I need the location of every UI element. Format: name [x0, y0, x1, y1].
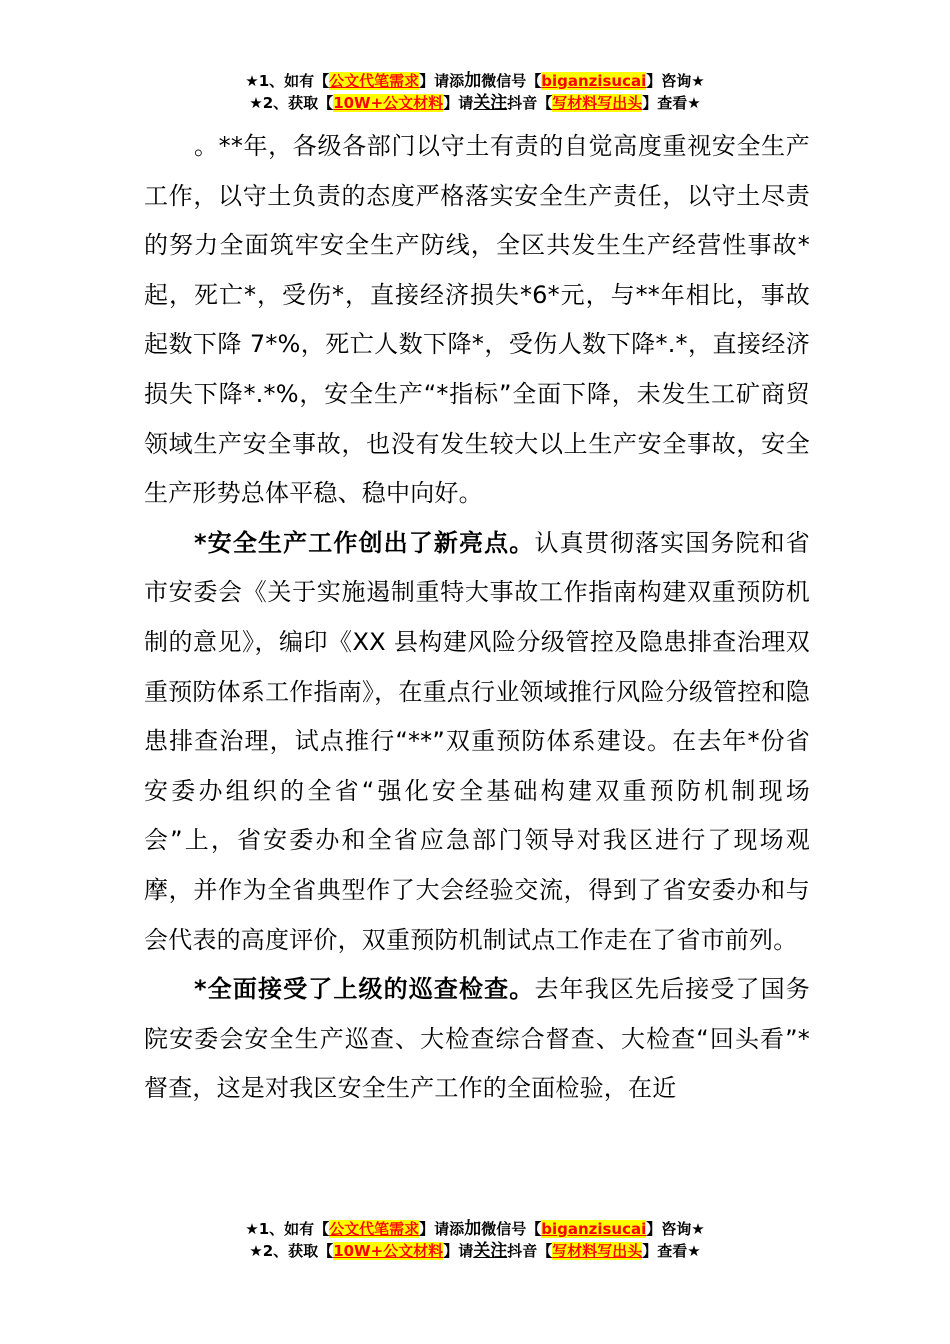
- banner-line-2: [0, 92, 950, 114]
- banner-text: ★1、如有【: [245, 72, 330, 90]
- banner-text: 】咨询★: [646, 1220, 705, 1238]
- banner-text: 抖音【: [507, 1242, 553, 1260]
- banner-text: 加: [464, 1219, 482, 1239]
- paragraph-heading: *全面接受了上级的巡查检查。: [194, 975, 535, 1004]
- banner-text: 关注: [473, 93, 508, 113]
- paragraph: [144, 519, 810, 965]
- highlight-tag: 10W+公文材料: [333, 94, 444, 112]
- paragraph: [144, 965, 810, 1114]
- banner-text: ★2、获取【: [249, 94, 334, 112]
- banner-text: 】请: [443, 1242, 474, 1260]
- header-banner: [0, 70, 950, 114]
- banner-text: 微信号【: [481, 1220, 542, 1238]
- banner-line-2: [0, 1240, 950, 1262]
- douyin-account: 写材料写出头: [552, 94, 643, 112]
- banner-text: 关注: [473, 1241, 508, 1261]
- wechat-id: biganzisucai: [541, 72, 647, 90]
- banner-line-1: [0, 1218, 950, 1240]
- banner-text: 】请添: [419, 72, 465, 90]
- highlight-tag: 10W+公文材料: [333, 1242, 444, 1260]
- banner-text: 】查看★: [642, 1242, 701, 1260]
- banner-text: 抖音【: [507, 94, 553, 112]
- douyin-account: 写材料写出头: [552, 1242, 643, 1260]
- banner-text: 】请: [443, 94, 474, 112]
- banner-text: 微信号【: [481, 72, 542, 90]
- wechat-id: biganzisucai: [541, 1220, 647, 1238]
- paragraph-text: 认真贯彻落实国务院和省市安委会《关于实施遏制重特大事故工作指南构建双重预防机制的意见》，编印《XX 县构建风险分级管控及隐患排查治理双重预防体系工作指南》，在重点行业领域推行风险分级管控和隐患排查治理，试点推行“**”双重预防体系建设。在去年*份省安委办组织的全省“强化安全基础构建双重预防机制现场会”上，省安委办和全省应急部门领导对我区进行了现场观摩，并作为全省典型作了大会经验交流，得到了省安委办和与会代表的高度评价，双重预防机制试点工作走在了省市前列。: [144, 528, 811, 954]
- banner-text: ★1、如有【: [245, 1220, 330, 1238]
- banner-text: ★2、获取【: [249, 1242, 334, 1260]
- banner-text: 】请添: [419, 1220, 465, 1238]
- banner-text: 】咨询★: [646, 72, 705, 90]
- footer-banner: [0, 1218, 950, 1262]
- paragraph: 。**年，各级各部门以守土有责的自觉高度重视安全生产工作，以守土负责的态度严格落实安全生产责任，以守土尽责的努力全面筑牢安全生产防线，全区共发生生产经营性事故*起，死亡*，受伤*，直接经济损失*6*元，与**年相比，事故起数下降 7*%，死亡人数下降*，受伤人数下降*.*，直接经济损失下降*.*%，安全生产“*指标”全面下降，未发生工矿商贸领域生产安全事故，也没有发生较大以上生产安全事故，安全生产形势总体平稳、稳中向好。: [144, 132, 810, 508]
- paragraph-text: 去年我区先后接受了国务院安委会安全生产巡查、大检查综合督查、大检查“回头看”*督查，这是对我区安全生产工作的全面检验，在近: [144, 975, 811, 1103]
- banner-text: 】查看★: [642, 94, 701, 112]
- highlight-tag: 公文代笔需求: [329, 1220, 420, 1238]
- paragraph-heading: *安全生产工作创出了新亮点。: [194, 528, 535, 557]
- banner-text: 加: [464, 71, 482, 91]
- document-body: [144, 122, 810, 1114]
- highlight-tag: 公文代笔需求: [329, 72, 420, 90]
- banner-line-1: [0, 70, 950, 92]
